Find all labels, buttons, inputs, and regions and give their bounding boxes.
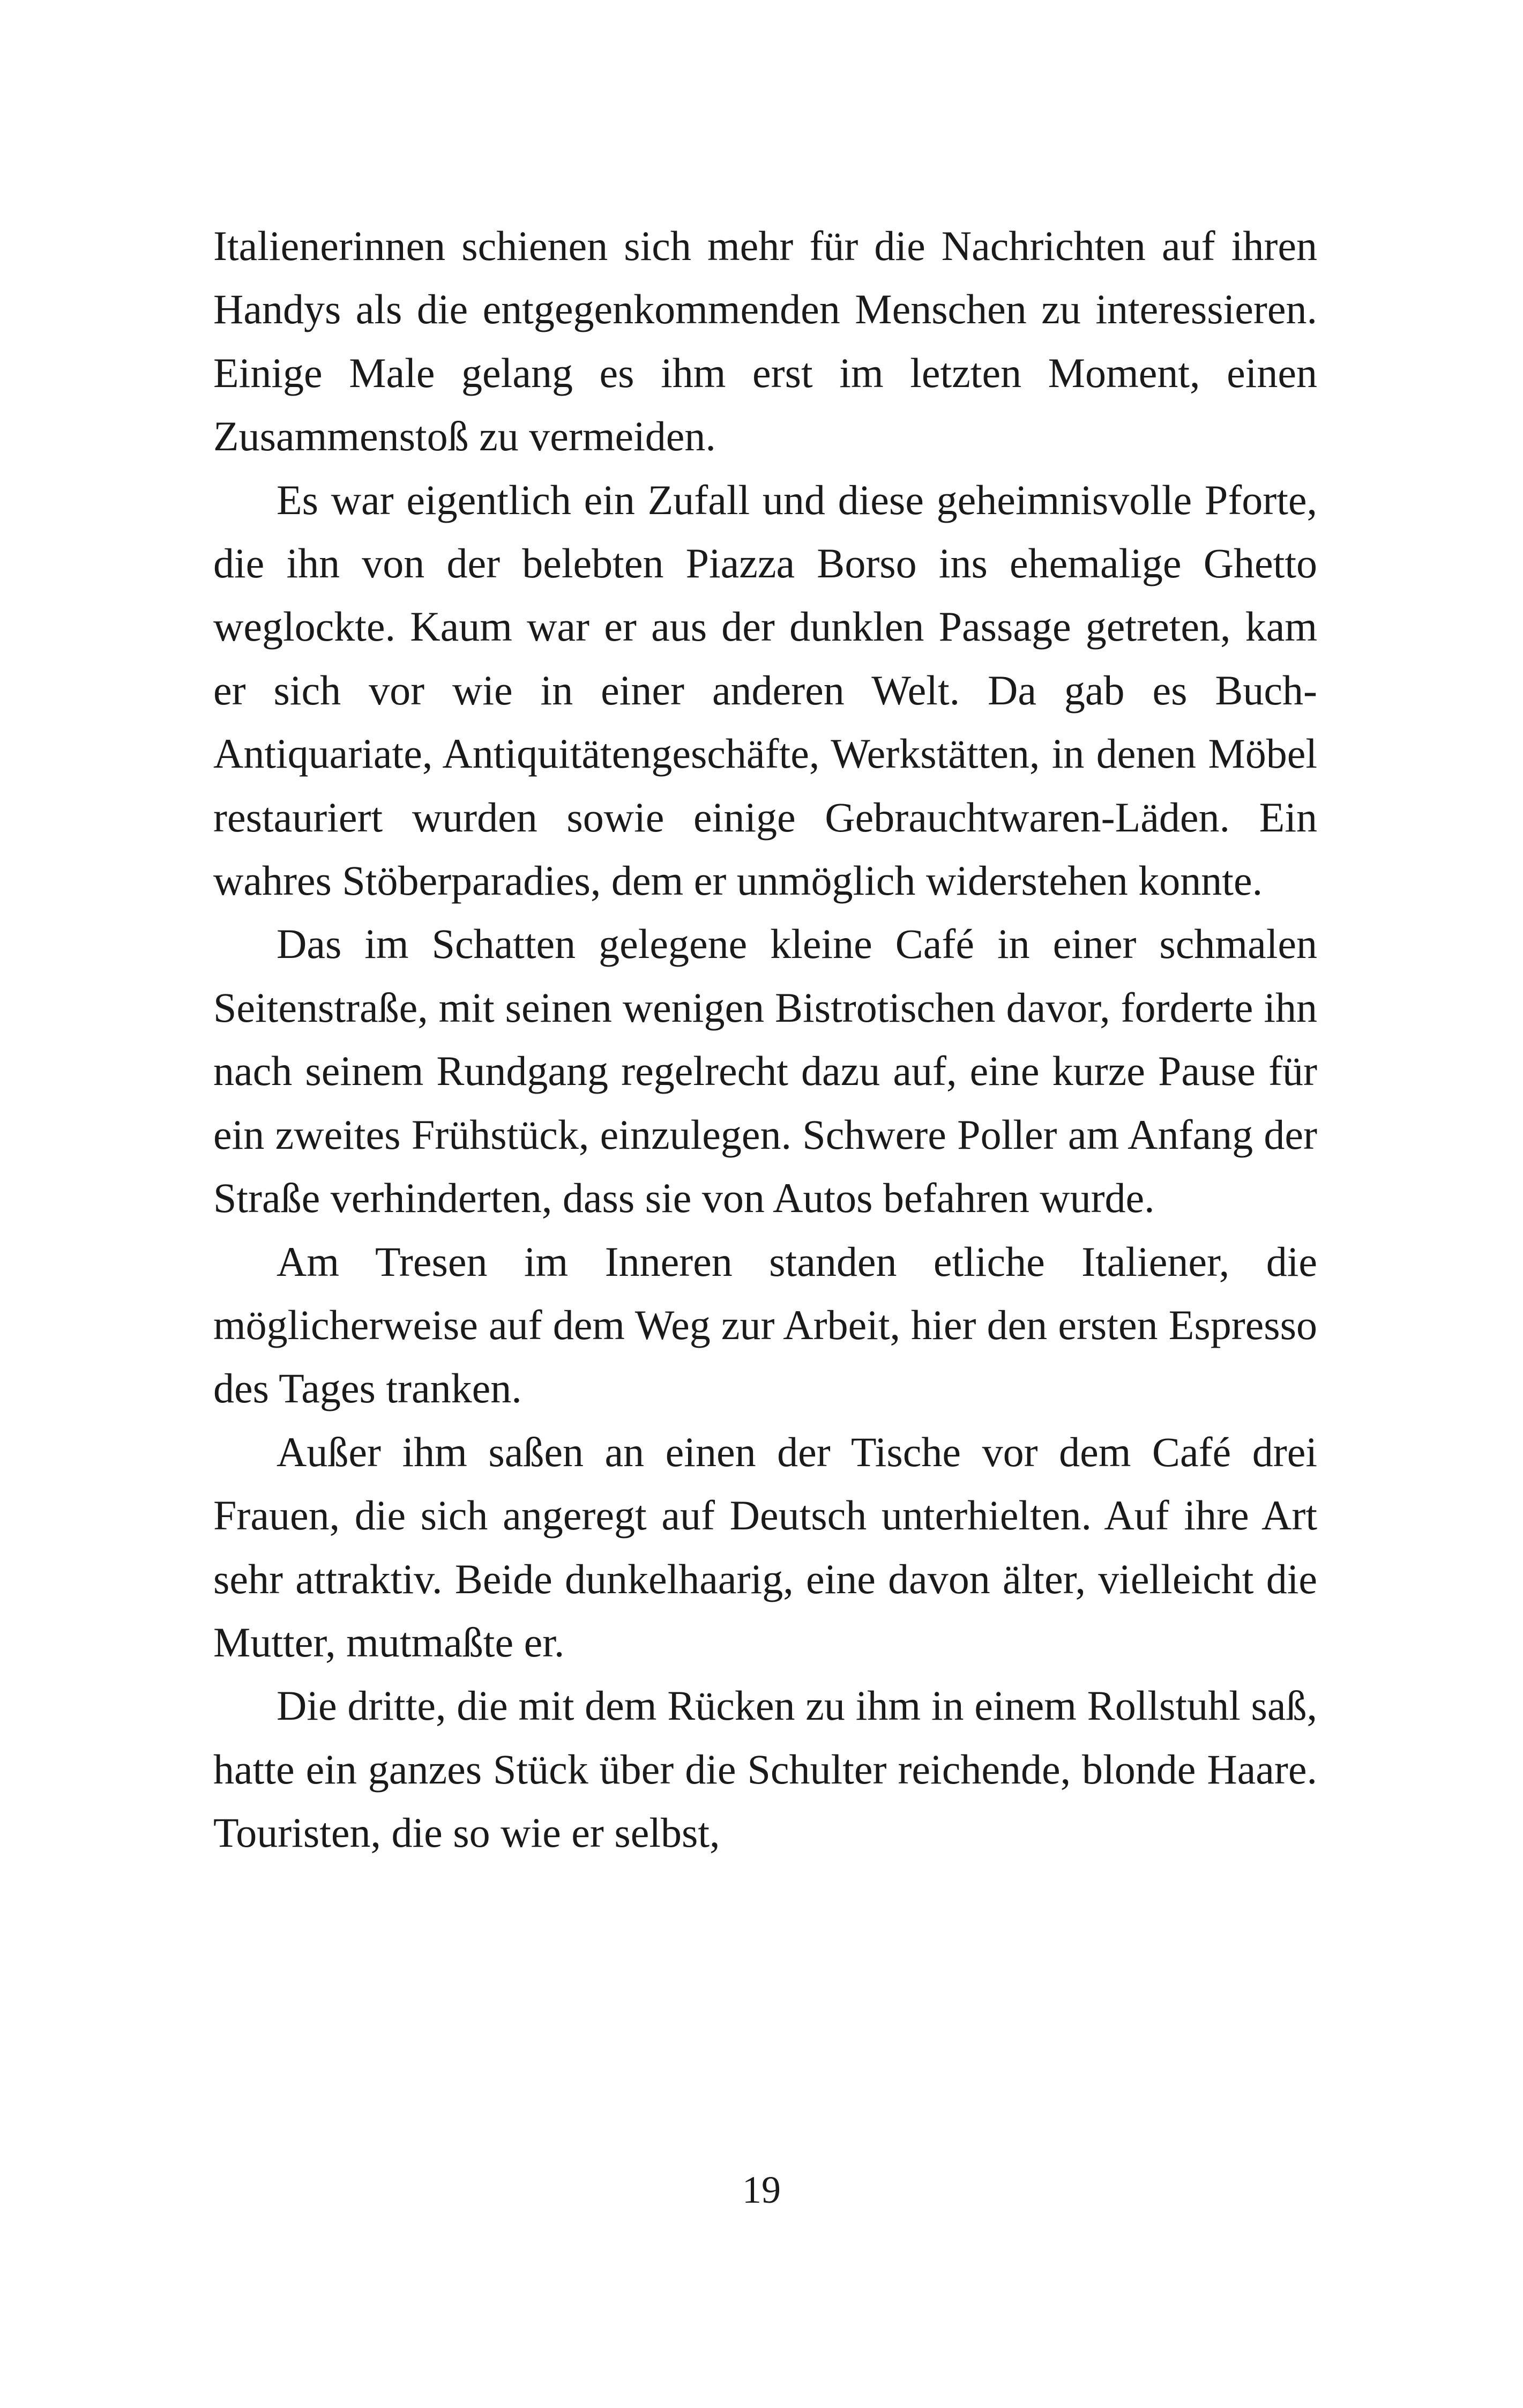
paragraph-1: Italienerinnen schienen sich mehr für die Nachrichten auf ihren Handys als die entgegenkommenden Menschen zu interessieren. Einige Male gelang es ihm erst im letzten Moment, einen Zusammenstoß zu vermeiden. xyxy=(213,222,1317,460)
paragraph-4: Am Tresen im Inneren standen etliche Italiener, die möglicherweise auf dem Weg zur Arbeit, hier den ersten Espresso des Tages tranken. xyxy=(213,1238,1317,1412)
paragraph-3: Das im Schatten gelegene kleine Café in einer schmalen Seitenstraße, mit seinen wenigen Bistrotischen davor, forderte ihn nach seinem Rundgang regelrecht dazu auf, eine kurze Pause für ein zweites Frühstück, einzulegen. Schwere Poller am Anfang der Straße verhinderten, dass sie von Autos befahren wurde. xyxy=(213,920,1317,1222)
paragraph-6: Die dritte, die mit dem Rücken zu ihm in einem Rollstuhl saß, hatte ein ganzes Stück über die Schulter reichende, blonde Haare. Touristen, die so wie er selbst, xyxy=(213,1682,1317,1856)
page-number: 19 xyxy=(742,2168,781,2211)
paragraph-2: Es war eigentlich ein Zufall und diese geheimnisvolle Pforte, die ihn von der belebten Piazza Borso ins ehemalige Ghetto weglockte. Kaum war er aus der dunklen Passage getreten, kam er sich vor wie in einer anderen Welt. Da gab es Buch-Antiquariate, Antiquitätengeschäfte, Werkstätten, in denen Möbel restauriert wurden sowie einige Gebrauchtwaren-Läden. Ein wahres Stöberparadies, dem er unmöglich widerstehen konnte. xyxy=(213,476,1317,904)
body-text xyxy=(213,214,1317,1865)
paragraph-5: Außer ihm saßen an einen der Tische vor dem Café drei Frauen, die sich angeregt auf Deutsch unterhielten. Auf ihre Art sehr attraktiv. Beide dunkelhaarig, eine davon älter, vielleicht die Mutter, mutmaßte er. xyxy=(213,1428,1317,1666)
